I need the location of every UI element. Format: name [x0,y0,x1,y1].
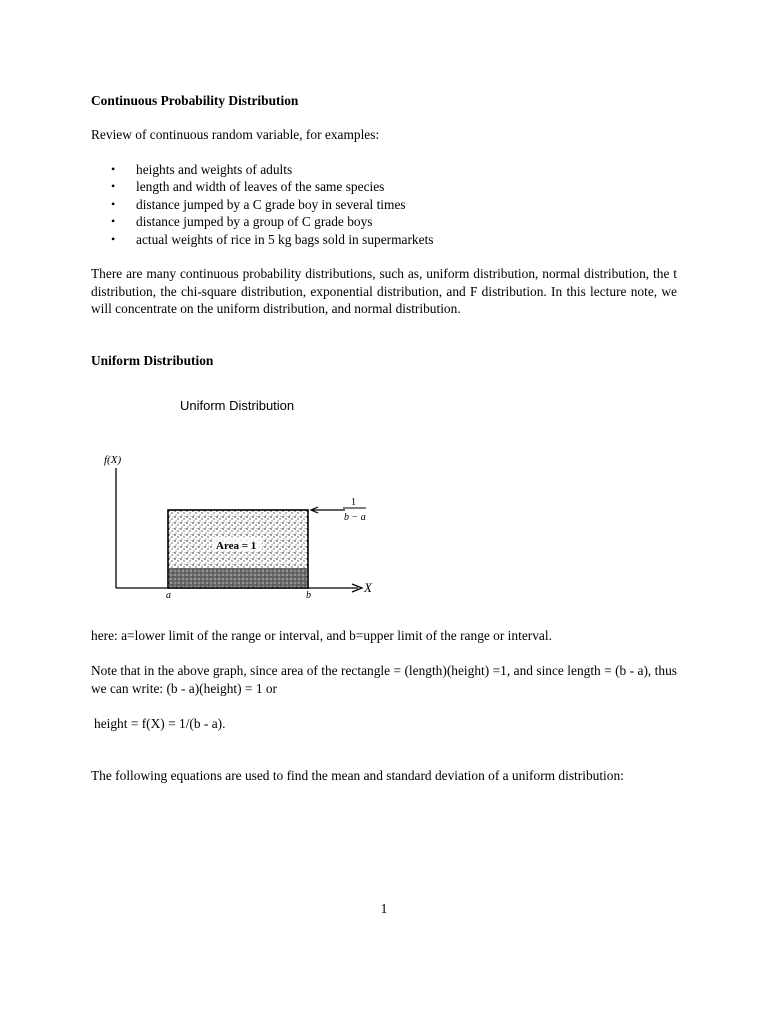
page-number: 1 [380,901,388,916]
height-label-numerator: 1 [351,497,356,508]
page-title: Continuous Probability Distribution [91,93,299,108]
mean-sd-paragraph: The following equations are used to find the mean and standard deviation of a uniform distribution: [91,768,624,783]
bullet-icon: • [111,196,116,211]
height-formula: height = f(X) = 1/(b - a). [94,716,226,731]
distributions-paragraph: There are many continuous probability distributions, such as, uniform distribution, normal distribution, the t distribution, the chi-square distribution, exponential distribution, and F distribution. In this lecture note, we will concentrate on the uniform distribution, and normal distribution. [91,266,677,317]
list-item: • distance jumped by a group of C grade boys [111,214,373,230]
bullet-icon: • [111,162,116,176]
list-item: • length and width of leaves of the same species [111,179,385,195]
bullet-icon: • [111,179,116,194]
figure-title: Uniform Distribution [180,398,295,413]
intro-text: Review of continuous random variable, for examples: [91,127,380,142]
bullet-icon: • [111,214,116,229]
b-label: b [306,590,311,601]
height-label-denominator: b − a [344,512,366,523]
list-item: • distance jumped by a C grade boy in several times [111,196,406,212]
list-item: • actual weights of rice in 5 kg bags sold in supermarkets [111,231,434,247]
area-paragraph: Note that in the above graph, since area of the rectangle = (length)(height) =1, and since length = (b - a), thus we can write: (b - a)(height) = 1 or [91,663,677,696]
area-label: Area = 1 [216,540,257,552]
bullet-icon: • [111,231,116,246]
area-shading [169,568,307,587]
list-item: • heights and weights of adults [111,162,293,177]
uniform-distribution-figure [90,390,390,605]
x-axis-label: X [364,580,372,595]
y-axis-label: f(X) [104,454,122,466]
limits-paragraph: here: a=lower limit of the range or interval, and b=upper limit of the range or interval. [91,628,552,643]
section-heading: Uniform Distribution [91,353,214,368]
a-label: a [166,590,171,601]
examples-list [91,161,677,248]
